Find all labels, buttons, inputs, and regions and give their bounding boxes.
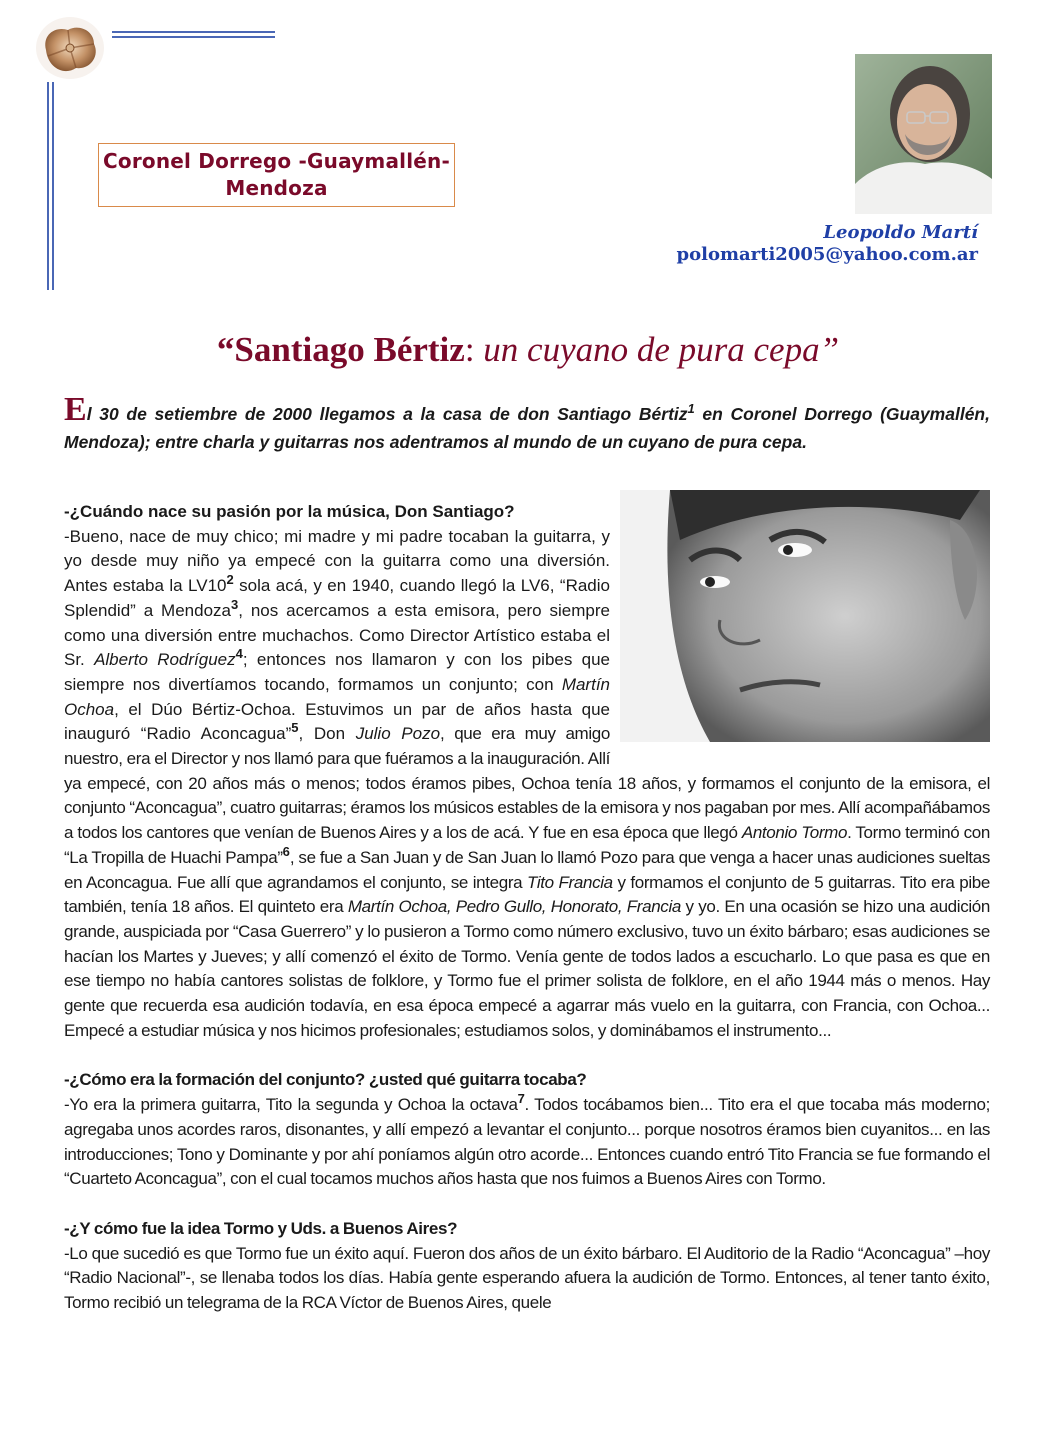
footnote-ref-3[interactable]: 3 <box>231 596 239 612</box>
question-2: -¿Cómo era la formación del conjunto? ¿usted qué guitarra tocaba? <box>64 1070 587 1090</box>
footnote-ref-1[interactable]: 1 <box>687 401 695 416</box>
author-name: Leopoldo Martí <box>823 222 978 243</box>
vertical-double-rule <box>47 82 54 290</box>
footnote-ref-4[interactable]: 4 <box>235 646 243 662</box>
author-email-link[interactable]: polomarti2005@yahoo.com.ar <box>676 244 978 265</box>
author-portrait-image <box>855 54 992 214</box>
qa-section-3 <box>64 1217 990 1316</box>
answer-text: ; entonces nos llamaron y con los pibes que siempre nos divertíamos tocando, formamos un conjunto; con <box>64 650 610 694</box>
title-colon: : <box>464 330 475 369</box>
answer-text: -Lo que sucedió es que Tormo fue un éxito aquí. Fueron dos años de un éxito bárbaro. El Auditorio de la Radio “Aconcagua” –hoy “Radio Nacional”-, se llenaba todos los días. Había gente esperando afuera la audición de Tormo. Entonces, al tener tanto éxito, Tormo recibió un telegrama de la RCA Víctor de Buenos Aires, quele <box>64 1243 990 1313</box>
lead-text-2: en Coronel Dorrego (Guaymallén, Mendoza); entre charla y guitarras nos adentramos al mundo de un cuyano de pura cepa. <box>64 404 990 452</box>
answer-text: sola acá, y en 1940, cuando llegó la LV6, “Radio Splendid” a Mendoza <box>64 576 610 620</box>
qa-section-2 <box>64 1068 990 1192</box>
answer-text: , Don <box>298 724 356 744</box>
article-title <box>0 330 1056 370</box>
santiago-bertiz-portrait-image <box>620 490 990 742</box>
footnote-ref-5[interactable]: 5 <box>291 720 299 736</box>
answer-text: , que era muy amigo nuestro, era el Director y nos llamó para que fuéramos a la inauguración. Allí ya empecé, con 20 años más o menos; todos éramos pibes, Ochoa tenía 18 años, y formamos el conjunto de la emisora, el conjunto “Aconcagua”, cuatro guitarras; éramos los músicos estables de la emisora y nos pagaban por mes. Allí acompañábamos a todos los cantores que venían de Buenos Aires y a los de acá. Y fue en esa época que llegó <box>64 724 990 843</box>
footnote-ref-2[interactable]: 2 <box>226 572 234 588</box>
question-1: -¿Cuándo nace su pasión por la música, Don Santiago? <box>64 502 515 521</box>
drop-cap: E <box>64 391 87 428</box>
answer-text: , se fue a San Juan y de San Juan lo llamó Pozo para que venga a hacer unas audiciones sueltas en Aconcagua. Fue allí que agrandamos el conjunto, se integra <box>64 847 990 892</box>
answer-3 <box>64 1242 990 1316</box>
location-box <box>98 143 455 207</box>
name-julio-pozo: Julio Pozo <box>355 724 441 744</box>
lead-paragraph <box>64 391 990 456</box>
horizontal-double-rule <box>112 31 275 38</box>
answer-text: . Todos tocábamos bien... Tito era el que tocaba más moderno; agregaba unos acordes raros, disonantes, y allí empezó a levantar el conjunto... porque nosotros éramos bien cuyanitos... en las introducciones; Tono y Dominante y por ahí poníamos algún otro acorde... Entonces cuando entró Tito Francia se fue formando el “Cuarteto Aconcagua”, con el cual tocamos muchos años hasta que nos fuimos a Buenos Aires con Tormo. <box>64 1095 990 1189</box>
location-line-1: Coronel Dorrego -Guaymallén- <box>103 149 450 173</box>
title-italic: un cuyano de pura cepa” <box>474 330 840 369</box>
name-tito-francia: Tito Francia <box>526 872 613 892</box>
answer-text: -Yo era la primera guitarra, Tito la segunda y Ochoa la octava <box>64 1095 518 1115</box>
answer-text: , el Dúo Bértiz-Ochoa. Estuvimos un par de años hasta que inauguró “Radio Aconcagua” <box>64 699 610 744</box>
name-martin-ochoa: Martín Ochoa <box>64 674 610 719</box>
title-bold: “Santiago Bértiz <box>216 330 465 369</box>
flower-emblem-icon <box>34 16 106 80</box>
question-3: -¿Y cómo fue la idea Tormo y Uds. a Buenos Aires? <box>64 1218 458 1238</box>
name-antonio-tormo: Antonio Tormo <box>741 823 848 843</box>
answer-text: y formamos el conjunto de 5 guitarras. Tito era pibe también, tenía 18 años. El quinteto era <box>64 872 990 917</box>
answer-text: , nos acercamos a esta emisora, pero siempre como una diversión entre muchachos. Como Director Artístico estaba el Sr. <box>64 600 610 670</box>
footnote-ref-6[interactable]: 6 <box>282 843 290 859</box>
lead-text-1: l 30 de setiembre de 2000 llegamos a la casa de don Santiago Bértiz <box>86 404 688 424</box>
answer-2 <box>64 1093 990 1192</box>
answer-text: . Tormo terminó con “La Tropilla de Huachi Pampa” <box>64 823 990 867</box>
qa-section-1 <box>64 500 990 1043</box>
answer-text: y yo. En una ocasión se hizo una audición grande, auspiciada por “Casa Guerrero” y lo pusieron a Tormo como número exclusivo, tuvo un éxito bárbaro; esas audiciones se hacían los Martes y Jueves; y allí comenzó el éxito de Tormo. Venía gente de todos lados a escucharlo. Lo que pasa es que en ese tiempo no había cantores solistas de folklore, y Tormo fue el primer solista de folklore, en el año 1944 más o menos. Hay gente que recuerda esa audición todavía, en esa época empecé a agarrar más vuelo en la guitarra, con Francia, con Ochoa... Empecé a estudiar música y nos hicimos profesionales; estudiamos solos, y dominábamos el instrumento... <box>64 897 990 1040</box>
footnote-ref-7[interactable]: 7 <box>517 1091 525 1107</box>
answer-text: -Bueno, nace de muy chico; mi madre y mi padre tocaban la guitarra, y yo desde muy niño ya empecé con la guitarra como una diversión. Antes estaba la LV10 <box>64 526 610 596</box>
name-alberto-rodriguez: Alberto Rodríguez <box>94 650 236 670</box>
names-quinteto: Martín Ochoa, Pedro Gullo, Honorato, Francia <box>347 897 681 917</box>
article-body <box>64 500 990 1341</box>
location-line-2: Mendoza <box>225 176 328 200</box>
